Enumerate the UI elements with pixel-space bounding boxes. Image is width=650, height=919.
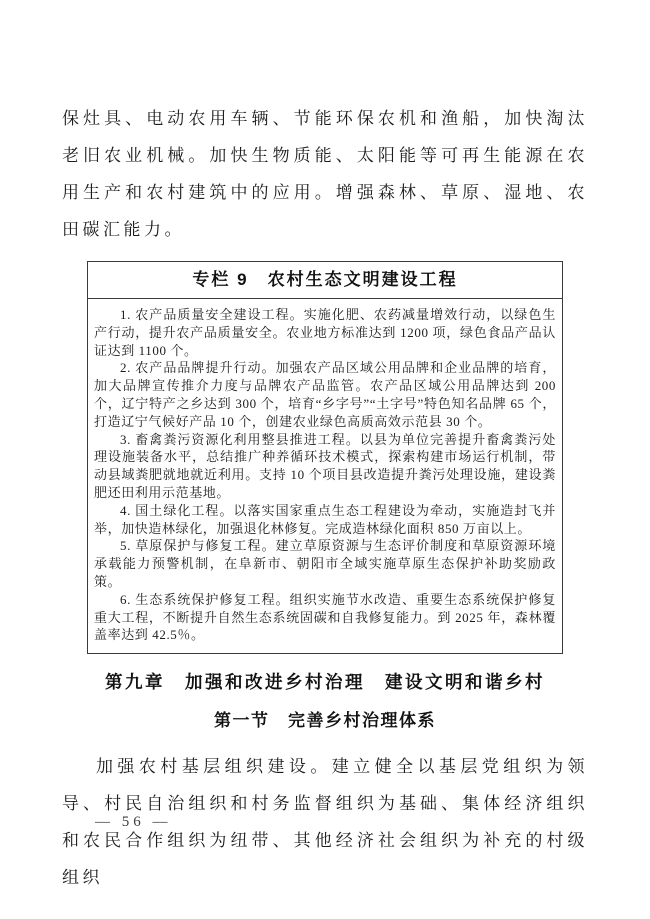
box-item-6: 6. 生态系统保护修复工程。组织实施节水改造、重要生态系统保护修复重大工程，不断提升自然生态系统固碳和自我修复能力。到 2025 年，森林覆盖率达到 42.5％。 [94,591,556,643]
box-item-4: 4. 国土绿化工程。以落实国家重点生态工程建设为牵动，实施造封飞并举，加快造林绿化，加强退化林修复。完成造林绿化面积 850 万亩以上。 [94,502,556,536]
box-item-1: 1. 农产品质量安全建设工程。实施化肥、农药减量增效行动，以绿色生产行动，提升农产品质量安全。农业地方标准达到 1200 项，绿色食品产品认证达到 1100 个。 [94,307,556,358]
column-9-box-title: 专栏 9 农村生态文明建设工程 [88,262,562,299]
box-item-2: 2. 农产品品牌提升行动。加强农产品区域公用品牌和企业品牌的培育，加大品牌宣传推介力度与品牌农产品监管。农产品区域公用品牌达到 200 个，辽宁特产之乡达到 300 个，培育“乡字号”“土字号”特色知名品牌 65 个，打造辽宁气候好产品 10 个，创建农业绿色高质高效示范县 30 个。 [94,360,556,429]
intro-paragraph: 保灶具、电动农用车辆、节能环保农机和渔船，加快淘汰老旧农业机械。加快生物质能、太阳能等可再生能源在农用生产和农村建筑中的应用。增强森林、草原、湿地、农田碳汇能力。 [62,109,588,239]
closing-paragraph: 加强农村基层组织建设。建立健全以基层党组织为领导、村民自治组织和村务监督组织为基础、集体经济组织和农民合作组织为纽带、其他经济社会组织为补充的村级组织 [62,757,588,888]
column-9-box-content [88,299,562,653]
page-number: — 56 — [95,814,172,830]
section-heading: 第一节 完善乡村治理体系 [214,711,436,731]
column-9-box [87,261,563,654]
box-item-3: 3. 畜禽粪污资源化利用整县推进工程。以县为单位完善提升畜禽粪污处理设施装备水平，总结推广种养循环技术模式，探索构建市场运行机制，带动县域粪肥就地就近利用。支持 10 个项目县改造提升粪污处理设施，建设粪肥还田利用示范基地。 [94,431,556,500]
box-item-5: 5. 草原保护与修复工程。建立草原资源与生态评价制度和草原资源环境承载能力预警机制，在阜新市、朝阳市全域实施草原生态保护补助奖励政策。 [94,538,556,589]
chapter-heading: 第九章 加强和改进乡村治理 建设文明和谐乡村 [105,672,545,693]
